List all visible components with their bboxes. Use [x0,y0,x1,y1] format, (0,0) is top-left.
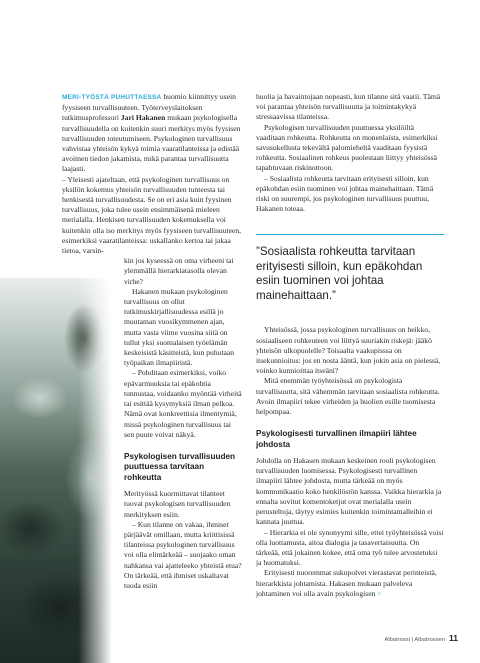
body-paragraph: Mitä enemmän työyhteisössä on psykologista turvallisuutta, sitä vähemmän tarvitaan sosiaalista rohkeutta. Avoin ilmapiiri tekee virheiden ja huolien esille tuomisesta helpompaa. [256,376,440,417]
body-paragraph: Yhteisössä, jossa psykologinen turvallisuus on heikko, sosiaaliseen rohkeuteen voi liittyä suuriakin riskejä: jääkö yhteisön ulkopuolelle? Toisaalta vaakupisssa on itsekunnioitus: jos en nosta ääntä, kun jokin asia on pielessä, voinko kunnioittaa itseäni? [256,325,441,376]
pull-quote: ”Sosiaalista rohkeutta tarvitaan erityisesti silloin, kun epäkohdan esiin tuominen voi johtaa mainehaittaan.” [256,234,444,303]
person-name: Jari Hakanen [120,113,166,123]
body-paragraph: Merityössä kuormittavat tilanteet tuovat psykologisen turvallisuuden merkityksen esiin. [124,489,231,519]
body-paragraph: kin jos kyseessä on oma virheeni tai ylemmällä hierarkiatasolla olevan virhe? [124,256,234,286]
body-paragraph: – Yleisesti ajateltaan, että psykologinen turvallisuus on yksilön kokemus yhteisön turvallisuuden tunteesta tai henkisestä turvallisuudesta. Se on eri asia kuin fyysinen turvallisuus, joka tulee usein ensimmäisenä mieleen merialalla. Henkisen turvallisuuden kokemuksella voi kuitenkin olla iso merkitys myös fyysiseen turvallisuuteen, esimerkiksi vaaratilanteissa: uskallanko kertoa tai jakaa tietoa, varsin- [62,174,242,256]
intro-paragraph: MERI-TYÖSTÄ PUHUTTAESSA huomio kiinnittyy usein fyysiseen turvallisuuteen. Työterveyslaitoksen tutkimusprofessori Jari Hakanen mukaan psykologisella turvallisuudella on kuitenkin suuri merkitys myös fyysisen turvallisuuden toteutumiseen. Psykologinen turvallisuus vahvistaa yhteisön kykyä toimia vaaratilanteissa ja edistää avoimen tiedon jakamista, mikä parantaa turvallisuutta laajasti. [62,92,241,174]
page-number: 11 [449,633,458,643]
body-paragraph: – Kun tilanne on vakaa, ihmiset pärjäävät omillaan, mutta kriittisissä tilanteissa psykologinen turvallisuus voi olla elintärkeää – suojaako oman nahkansa vai ajatteleeko yhteistä etua? On tärkeää, että ihmiset uskaltavat tuoda esiin [124,519,242,590]
body-paragraph: Hakanen mukaan psykologinen turvallisuus on ollut tutkimuskirjallisuudessa esillä jo muutaman vuosikymmenen ajan, mutta vasta viime vuosina siitä on tullut yksi suomalaisen työelämän keskeisistä käsitteistä, kun puhutaan työpaikan ilmapiiristä. [124,286,235,368]
body-paragraph: Erityisesti nuoremmat sukupolvet vierastavat perinteistä, hierarkkista johtamista. Hakasen mukaan palveleva johtaminen voi olla avain psykologisen > [256,568,437,598]
body-paragraph: Psykologisen turvallisuuden puuttuessa yksilöiltä vaaditaan rohkeutta. Rohkeutta on monenlaista, esimerkiksi savusukellusta tekevältä palomieheltä vaaditaan fyysistä rohkeutta. Sosiaalinen rohkeus puolestaan liittyy yhteisössä tapahtuvaan riskinottoon. [256,122,438,173]
column-right [256,92,444,599]
body-paragraph: – Hierarkia ei ole synonyymi sille, ettei työyhteisössä voisi olla luottamusta, aitoa dialogia ja tasavertaisuutta. On tärkeää, että jokainen kokee, että oma työ tulee arvostetuksi ja huomatuksi. [256,527,444,568]
narrow-text-block [124,256,242,591]
column-left [62,92,242,591]
body-paragraph: Johdolla on Hakasen mukaan keskeinen rooli psykologisen turvallisuuden luomisessa. Psykologisesti turvallinen ilmapiiri lähtee johdosta, mutta tärkeää on myös kommunikaatio koko henkilöstön kanssa. Vaikka hierarkia ja ennalta sovitut komentoketjut ovat merialalla usein perusteltuja, täytyy esimies kuitenkin toimintamalleihin ei kannata juuttua. [256,456,442,527]
magazine-name: Albatrossi | Albatrossen [384,637,445,643]
body-paragraph: – Sosiaalista rohkeutta tarvitaan erityisesti silloin, kun epäkohdan esiin tuominen voi johtaa mainehaittaan. Tämä riski on suurempi, jos psykologinen turvallisuus puuttuu, Hakanen toteaa. [256,173,434,214]
body-paragraph: huolia ja havaintojaan nopeasti, kun tilanne sitä vaatii. Tämä voi parantaa yhteisön turvallisuutta ja toimintakykyä stressaavissa tilanteissa. [256,92,441,122]
page-footer [385,633,458,643]
subheading: Psykologisen turvallisuuden puuttuessa tarvitaan rohkeutta [124,451,236,482]
kicker: MERI-TYÖSTÄ PUHUTTAESSA [62,94,162,101]
subheading: Psykologisesti turvallinen ilmapiiri lähtee johdosta [256,429,417,449]
continue-arrow-icon: > [377,588,382,598]
body-paragraph: – Pohditaan esimerkiksi, voiko epävarmuuksia tai epäkohtia tunnustaa, voidaanko myöntää virheitä tai esittää kysymyksiä ilman pelkoa. Nämä ovat konkreettisia ilmentymiä, missä psykologinen turvallisuus tai sen puute voivat näkyä. [124,368,242,439]
